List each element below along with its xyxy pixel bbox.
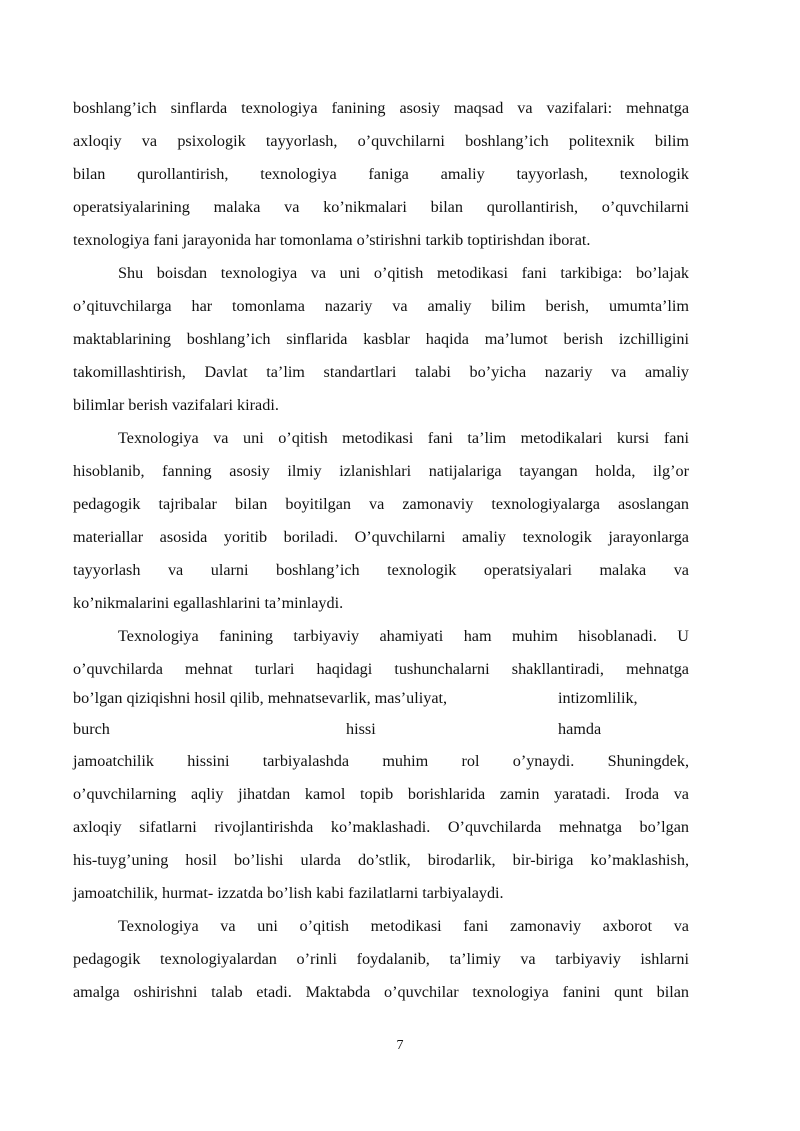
- text-line: o’quvchilarda mehnat turlari haqidagi tushunchalarni shakllantiradi, mehnatga: [73, 660, 689, 678]
- text-line: bilan qurollantirish, texnologiya faniga amaliy tayyorlash, texnologik: [73, 165, 689, 183]
- text-segment: bo’lgan qiziqishni hosil qilib, mehnatsevarlik, mas’uliyat,: [73, 689, 448, 707]
- text-line: his-tuyg’uning hosil bo’lishi ularda do’stlik, birodarlik, bir-biriga ko’maklashish,: [73, 851, 689, 869]
- text-line: materiallar asosida yoritib boriladi. O’quvchilarni amaliy texnologik jarayonlarga: [73, 528, 689, 546]
- text-line: Shu boisdan texnologiya va uni o’qitish metodikasi fani tarkibiga: bo’lajak: [118, 264, 689, 282]
- text-line: axloqiy va psixologik tayyorlash, o’quvchilarni boshlang’ich politexnik bilim: [73, 132, 689, 150]
- text-line: tayyorlash va ularni boshlang’ich texnologik operatsiyalari malaka va: [73, 561, 689, 579]
- text-line: o’quvchilarning aqliy jihatdan kamol topib borishlarida zamin yaratadi. Iroda va: [73, 785, 689, 803]
- text-line: Texnologiya va uni o’qitish metodikasi fani zamonaviy axborot va: [118, 917, 689, 935]
- text-line: takomillashtirish, Davlat ta’lim standartlari talabi bo’yicha nazariy va amaliy: [73, 363, 689, 381]
- text-line: Texnologiya fanining tarbiyaviy ahamiyati ham muhim hisoblanadi. U: [118, 627, 689, 645]
- text-line: ko’nikmalarini egallashlarini ta’minlaydi.: [73, 594, 344, 612]
- page-number: 7: [396, 1038, 404, 1053]
- text-line: [73, 719, 689, 739]
- text-segment: hamda: [558, 720, 602, 738]
- text-line: [73, 688, 689, 708]
- text-line: Texnologiya va uni o’qitish metodikasi fani ta’lim metodikalari kursi fani: [118, 429, 689, 447]
- text-line: jamoatchilik, hurmat- izzatda bo’lish kabi fazilatlarni tarbiyalaydi.: [73, 884, 504, 902]
- text-line: axloqiy sifatlarni rivojlantirishda ko’maklashadi. O’quvchilarda mehnatga bo’lgan: [73, 818, 689, 836]
- text-line: jamoatchilik hissini tarbiyalashda muhim rol o’ynaydi. Shuningdek,: [73, 752, 689, 770]
- text-line: pedagogik texnologiyalardan o’rinli foydalanib, ta’limiy va tarbiyaviy ishlarni: [73, 950, 689, 968]
- text-line: amalga oshirishni talab etadi. Maktabda o’quvchilar texnologiya fanini qunt bilan: [73, 983, 689, 1001]
- text-segment: hissi: [346, 720, 376, 738]
- text-line: pedagogik tajribalar bilan boyitilgan va zamonaviy texnologiyalarga asoslangan: [73, 495, 689, 513]
- text-line: boshlang’ich sinflarda texnologiya fanining asosiy maqsad va vazifalari: mehnatga: [73, 99, 689, 117]
- text-line: maktablarining boshlang’ich sinflarida kasblar haqida ma’lumot berish izchilligini: [73, 330, 689, 348]
- text-line: operatsiyalarining malaka va ko’nikmalari bilan qurollantirish, o’quvchilarni: [73, 198, 689, 216]
- text-line: hisoblanib, fanning asosiy ilmiy izlanishlari natijalariga tayangan holda, ilg’or: [73, 462, 689, 480]
- text-segment: intizomlilik,: [558, 689, 638, 707]
- text-segment: burch: [73, 720, 110, 738]
- text-line: bilimlar berish vazifalari kiradi.: [73, 396, 279, 414]
- text-line: o’qituvchilarga har tomonlama nazariy va amaliy bilim berish, umumta’lim: [73, 297, 689, 315]
- text-line: texnologiya fani jarayonida har tomonlama o’stirishni tarkib toptirishdan iborat.: [73, 231, 591, 249]
